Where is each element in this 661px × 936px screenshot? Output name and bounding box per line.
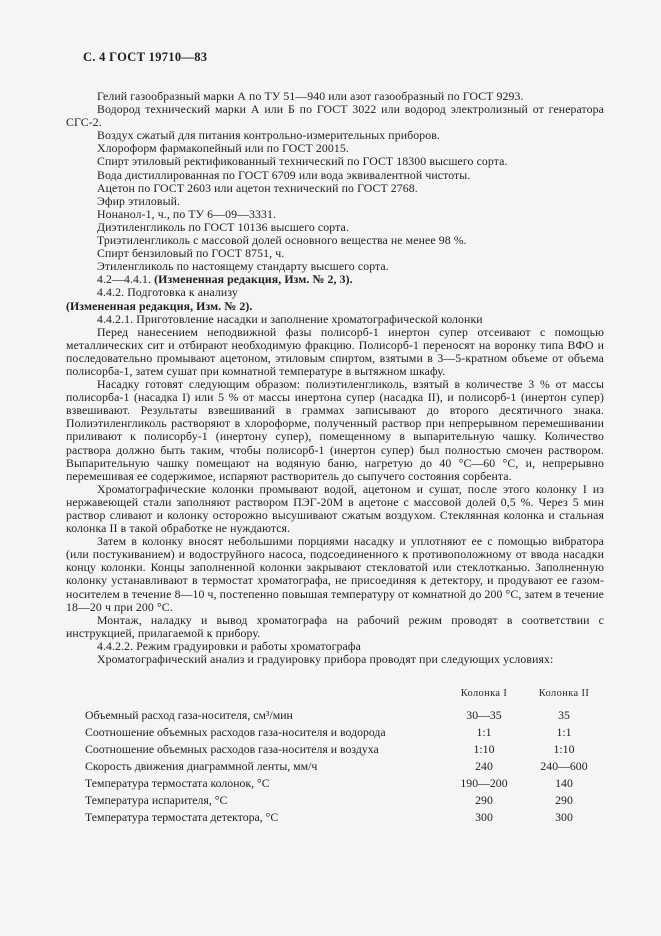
col2-value: 1:1: [556, 725, 572, 740]
table-row: [85, 743, 604, 756]
row-label: Объемный расход газа-носителя, см³/мин: [85, 708, 293, 723]
col2-value: 1:10: [553, 742, 575, 757]
reagent-line: Нонанол-1, ч., по ТУ 6—09—3331.: [97, 206, 277, 221]
col1-value: 240: [475, 759, 493, 774]
col2-value: 290: [555, 793, 573, 808]
col2-value: 35: [558, 708, 570, 723]
paragraph-montage: Монтаж, наладку и вывод хроматографа на рабочий режим проводят в соответствии с инструкцией, прилагаемой к прибору.: [66, 612, 604, 640]
paragraph-filling: Затем в колонку вносят небольшими порциями насадку и уплотняют ее с помощью вибратора (или постукиванием) и водоструйного насоса, подсоединенного к противоположному от ввода насадки концу колонки. Концы заполненной колонки закрывают стекловатой или стеклотканью. Заполненную колонку устанавливают в термостат хроматографа, не присоединяя к детектору, и продувают ее газом-носителем в течение 8—10 ч, постепенно повышая температуру от комнатной до 200 °С, затем в течение 18—20 ч при 200 °С.: [66, 534, 604, 614]
paragraph-packing: Насадку готовят следующим образом: полиэтиленгликоль, взятый в количестве 3 % от массы полисорба-1 (насадка I) или 5 % от массы инертона супер (насадка II), и полисорб-1 (инертон супер) взвешивают. Результаты взвешиваний в граммах записывают до второго десятичного знака. Полиэтиленгликоль растворяют в хлороформе, полученный раствор при непрерывном перемешивании приливают к полисорбу-1 (инертону супер), помещенному в выпарительную чашку. Количество раствора должно быть таким, чтобы полисорб-1 (инертон супер) был полностью смочен раствором. Выпарительную чашку помещают на водяную баню, нагретую до 40 °С—60 °С, и, непрерывно перемешивая ее содержимое, испаряют растворитель до сыпучего состояния сорбента.: [66, 377, 604, 483]
reagent-line: Ацетон по ГОСТ 2603 или ацетон технический по ГОСТ 2768.: [97, 180, 418, 195]
row-label: Соотношение объемных расходов газа-носителя и водорода: [85, 725, 386, 740]
amendment-note-442: (Измененная редакция, Изм. № 2).: [66, 298, 253, 313]
document-body: [66, 90, 604, 666]
conditions-table: [85, 687, 604, 824]
reagent-line: Спирт бензиловый по ГОСТ 8751, ч.: [97, 246, 285, 261]
row-label: Температура термостата колонок, °С: [85, 776, 270, 791]
col1-value: 1:1: [476, 725, 492, 740]
paragraph-columns: Хроматографические колонки промывают водой, ацетоном и сушат, после этого колонку I из нержавеющей стали заполняют раствором ПЭГ-20М в ацетоне с массовой долей 0,5 %. Через 5 мин раствор сливают и колонку осторожно высушивают сжатым воздухом. Стеклянная колонка и стальная колонка II в такой обработке не нуждаются.: [66, 481, 604, 536]
table-header-row: [85, 687, 604, 700]
col1-value: 300: [475, 810, 493, 825]
table-row: [85, 760, 604, 773]
reagent-line: Хлороформ фармакопейный или по ГОСТ 20015.: [97, 141, 349, 156]
row-label: Температура испарителя, °С: [85, 793, 228, 808]
row-label: Соотношение объемных расходов газа-носителя и воздуха: [85, 742, 379, 757]
amendment-note: (Измененная редакция, Изм. № 2, 3).: [154, 272, 353, 287]
conditions-intro: Хроматографический анализ и градуировку прибора проводят при следующих условиях:: [97, 652, 554, 667]
column-header-1: Колонка I: [460, 688, 508, 700]
col2-value: 140: [555, 776, 573, 791]
row-label: Скорость движения диаграммной ленты, мм/ч: [85, 759, 318, 774]
reagent-line: Диэтиленгликоль по ГОСТ 10136 высшего сорта.: [97, 219, 349, 234]
table-row: [85, 794, 604, 807]
column-header-2: Колонка II: [538, 688, 590, 700]
section-number: 4.2—4.4.1.: [97, 272, 155, 287]
row-label: Температура термостата детектора, °С: [85, 810, 279, 825]
section-heading-4422: 4.4.2.2. Режим градуировки и работы хроматографа: [97, 638, 361, 653]
table-row: [85, 811, 604, 824]
col2-value: 300: [555, 810, 573, 825]
reagent-line: Гелий газообразный марки А по ТУ 51—940 или азот газообразный по ГОСТ 9293.: [97, 89, 524, 103]
section-heading-4421: 4.4.2.1. Приготовление насадки и заполнение хроматографической колонки: [97, 311, 483, 326]
reagent-line: Этиленгликоль по настоящему стандарту высшего сорта.: [97, 259, 389, 274]
col1-value: 30—35: [466, 708, 502, 723]
section-heading-442: 4.4.2. Подготовка к анализу: [97, 285, 238, 300]
page-header: С. 4 ГОСТ 19710—83: [83, 50, 208, 64]
col2-value: 240—600: [540, 759, 588, 774]
col1-value: 290: [475, 793, 493, 808]
reagent-line: Эфир этиловый.: [97, 193, 181, 208]
table-row: [85, 709, 604, 722]
reagent-line: Воздух сжатый для питания контрольно-измерительных приборов.: [97, 128, 440, 143]
paragraph-sieving: Перед нанесением неподвижной фазы полисорб-1 инертон супер отсеивают с помощью металлических сит и отбирают необходимую фракцию. Полисорб-1 переносят на воронку типа ВФО и последовательно промывают ацетоном, этиловым спиртом, взятыми в 3—5-кратном объеме от объема полисорба-1, затем сушат при комнатной температуре в вытяжном шкафу.: [66, 324, 604, 378]
table-row: [85, 726, 604, 739]
reagent-line: Вода дистиллированная по ГОСТ 6709 или вода эквивалентной чистоты.: [97, 167, 471, 182]
table-row: [85, 777, 604, 790]
reagent-line: Триэтиленгликоль с массовой долей основного вещества не менее 98 %.: [97, 233, 467, 248]
col1-value: 1:10: [473, 742, 495, 757]
col1-value: 190—200: [460, 776, 508, 791]
reagent-line: Спирт этиловый ректификованный технический по ГОСТ 18300 высшего сорта.: [97, 154, 508, 169]
reagent-line: Водород технический марки А или Б по ГОСТ 3022 или водород электролизный от генератора СГС-2.: [66, 102, 604, 130]
